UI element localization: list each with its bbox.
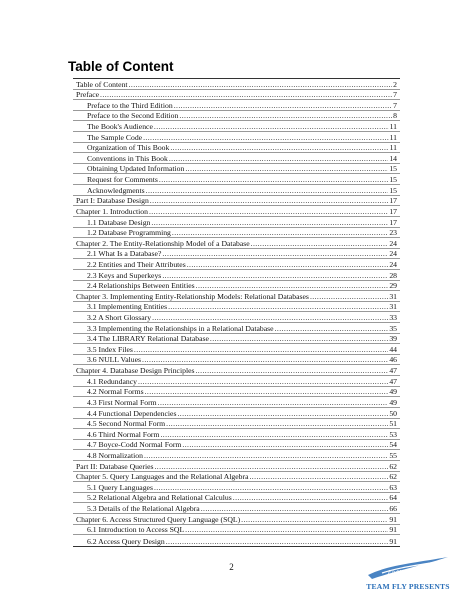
toc-entry-title: 5.1 Query Languages [87, 482, 153, 492]
toc-entry[interactable] [73, 249, 400, 260]
toc-entry-title: 4.5 Second Normal Form [87, 419, 166, 429]
toc-entry-title: Table of Content [76, 79, 128, 89]
toc-entry-page: 66 [389, 503, 397, 513]
toc-entry[interactable] [73, 482, 400, 493]
toc-entry-title: The Book's Audience [87, 122, 153, 132]
toc-entry-title: Chapter 4. Database Design Principles [76, 366, 195, 376]
toc-entry-title: 3.6 NULL Values [87, 355, 142, 365]
toc-leader-dots [154, 462, 388, 471]
toc-entry-title: 4.1 Redundancy [87, 376, 137, 386]
toc-entry-title: 3.5 Index Files [87, 344, 133, 354]
toc-leader-dots [159, 175, 388, 184]
toc-entry-title: 3.1 Implementing Entities [87, 302, 168, 312]
toc-entry-title: 4.8 Normalization [87, 450, 143, 460]
toc-entry-page: 15 [389, 164, 397, 174]
toc-entry[interactable] [73, 153, 400, 164]
toc-entry[interactable] [73, 121, 400, 132]
toc-entry-title: 6.1 Introduction to Access SQL [87, 525, 185, 535]
toc-entry[interactable] [73, 535, 400, 546]
toc-leader-dots [162, 271, 388, 280]
toc-entry[interactable] [73, 228, 400, 239]
toc-entry-page: 49 [389, 387, 397, 397]
toc-entry-title: Chapter 6. Access Structured Query Language (SQL) [76, 514, 241, 524]
toc-entry-title: Organization of This Book [87, 143, 170, 153]
toc-leader-dots [179, 111, 392, 120]
toc-entry-page: 50 [389, 408, 397, 418]
toc-entry[interactable] [73, 259, 400, 270]
toc-entry[interactable] [73, 376, 400, 387]
toc-entry-title: Chapter 5. Query Languages and the Relational Algebra [76, 472, 249, 482]
toc-entry-title: Preface [76, 90, 100, 100]
toc-entry-page: 62 [389, 461, 397, 471]
toc-entry-page: 7 [393, 100, 397, 110]
toc-entry-page: 17 [389, 206, 397, 216]
toc-leader-dots [162, 249, 388, 258]
toc-entry[interactable] [73, 291, 400, 302]
toc-entry-title: 1.2 Database Programming [87, 228, 171, 238]
toc-leader-dots [154, 122, 389, 131]
team-fly-logo [362, 551, 454, 595]
toc-entry-title: Obtaining Updated Information [87, 164, 185, 174]
toc-leader-dots [160, 430, 388, 439]
toc-entry[interactable] [73, 302, 400, 313]
toc-entry[interactable] [73, 429, 400, 440]
toc-entry[interactable] [73, 503, 400, 514]
toc-entry[interactable] [73, 387, 400, 398]
toc-entry-title: 3.3 Implementing the Relationships in a Relational Database [87, 323, 274, 333]
toc-entry[interactable] [73, 472, 400, 483]
toc-entry-page: 15 [389, 175, 397, 185]
toc-entry-page: 44 [389, 344, 397, 354]
toc-entry[interactable] [73, 185, 400, 196]
toc-entry[interactable] [73, 143, 400, 154]
toc-leader-dots [185, 525, 388, 534]
toc-leader-dots [166, 419, 388, 428]
toc-leader-dots [210, 334, 388, 343]
toc-leader-dots [310, 292, 388, 301]
toc-leader-dots [233, 493, 389, 502]
toc-entry[interactable] [73, 164, 400, 175]
toc-leader-dots [146, 186, 389, 195]
logo-script-text: FlyHeart.com [387, 569, 425, 576]
toc-entry[interactable] [73, 493, 400, 504]
toc-entry-page: 28 [389, 270, 397, 280]
toc-entry-title: 5.3 Details of the Relational Algebra [87, 503, 200, 513]
toc-entry-page: 91 [389, 514, 397, 524]
toc-entry-page: 11 [389, 143, 397, 153]
toc-entry[interactable] [73, 312, 400, 323]
toc-entry[interactable] [73, 79, 400, 90]
toc-leader-dots [185, 164, 388, 173]
toc-leader-dots [195, 366, 388, 375]
toc-entry-page: 46 [389, 355, 397, 365]
toc-leader-dots [177, 409, 388, 418]
toc-entry-title: 2.3 Keys and Superkeys [87, 270, 162, 280]
toc-entry-page: 31 [389, 291, 397, 301]
toc-entry[interactable] [73, 525, 400, 536]
toc-entry[interactable] [73, 281, 400, 292]
toc-entry-title: 4.3 First Normal Form [87, 397, 157, 407]
toc-entry-page: 31 [389, 302, 397, 312]
toc-title: Table of Content [68, 59, 174, 74]
toc-entry-title: Chapter 2. The Entity-Relationship Model of a Database [76, 238, 250, 248]
toc-leader-dots [158, 398, 389, 407]
toc-entry-page: 8 [393, 111, 397, 121]
toc-leader-dots [142, 355, 388, 364]
toc-leader-dots [249, 472, 388, 481]
toc-entry-page: 24 [389, 249, 397, 259]
toc-entry[interactable] [73, 132, 400, 143]
toc-entry-title: Request for Comments [87, 175, 158, 185]
toc-list [73, 78, 400, 547]
toc-leader-dots [201, 504, 389, 513]
toc-leader-dots [174, 101, 392, 110]
toc-leader-dots [149, 207, 388, 216]
logo-caption: TEAM FLY PRESENTS [366, 582, 450, 591]
toc-entry[interactable] [73, 514, 400, 525]
toc-entry-page: 2 [393, 79, 397, 89]
toc-entry-title: Chapter 3. Implementing Entity-Relationship Models: Relational Databases [76, 291, 309, 301]
toc-entry[interactable] [73, 440, 400, 451]
toc-entry[interactable] [73, 196, 400, 207]
toc-entry[interactable] [73, 217, 400, 228]
toc-leader-dots [196, 281, 389, 290]
toc-entry-page: 91 [389, 536, 397, 546]
toc-entry[interactable] [73, 206, 400, 217]
toc-entry-page: 53 [389, 429, 397, 439]
toc-leader-dots [187, 260, 389, 269]
toc-leader-dots [172, 228, 388, 237]
toc-entry[interactable] [73, 450, 400, 461]
toc-entry-page: 35 [389, 323, 397, 333]
toc-leader-dots [182, 440, 388, 449]
toc-entry-page: 47 [389, 366, 397, 376]
toc-leader-dots [241, 515, 388, 524]
toc-entry[interactable] [73, 397, 400, 408]
toc-entry[interactable] [73, 461, 400, 472]
toc-entry-title: 4.6 Third Normal Form [87, 429, 160, 439]
toc-leader-dots [100, 90, 392, 99]
toc-leader-dots [251, 239, 389, 248]
toc-entry-title: 3.4 The LIBRARY Relational Database [87, 334, 209, 344]
toc-entry-title: 6.2 Access Query Design [87, 536, 165, 546]
toc-entry-page: 47 [389, 376, 397, 386]
toc-entry-page: 7 [393, 90, 397, 100]
toc-leader-dots [168, 302, 388, 311]
toc-entry[interactable] [73, 355, 400, 366]
toc-leader-dots [169, 154, 389, 163]
toc-entry-page: 23 [389, 228, 397, 238]
toc-entry[interactable] [73, 323, 400, 334]
toc-leader-dots [145, 387, 389, 396]
toc-entry-page: 64 [389, 493, 397, 503]
toc-entry[interactable] [73, 174, 400, 185]
toc-entry-title: Preface to the Third Edition [87, 100, 173, 110]
toc-entry-page: 15 [389, 185, 397, 195]
toc-entry[interactable] [73, 365, 400, 376]
toc-entry-page: 91 [389, 525, 397, 535]
toc-entry-title: 2.2 Entities and Their Attributes [87, 259, 186, 269]
toc-entry[interactable] [73, 344, 400, 355]
toc-leader-dots [275, 324, 389, 333]
toc-entry-page: 51 [389, 419, 397, 429]
toc-entry-title: Preface to the Second Edition [87, 111, 179, 121]
toc-entry-title: Part II: Database Queries [76, 461, 154, 471]
toc-entry-title: Conventions in This Book [87, 153, 168, 163]
toc-leader-dots [144, 451, 388, 460]
bird-logo-icon [362, 551, 454, 583]
toc-entry-title: 4.2 Normal Forms [87, 387, 144, 397]
toc-entry[interactable] [73, 238, 400, 249]
toc-entry-title: 4.7 Boyce-Codd Normal Form [87, 440, 182, 450]
toc-entry-page: 62 [389, 472, 397, 482]
page-number: 2 [229, 562, 234, 572]
toc-entry-page: 11 [389, 122, 397, 132]
toc-entry-title: 3.2 A Short Glossary [87, 313, 152, 323]
toc-leader-dots [152, 313, 388, 322]
toc-entry-page: 24 [389, 259, 397, 269]
toc-entry[interactable] [73, 270, 400, 281]
toc-entry-title: 4.4 Functional Dependencies [87, 408, 177, 418]
toc-entry[interactable] [73, 419, 400, 430]
toc-entry-title: The Sample Code [87, 132, 143, 142]
toc-entry-title: 5.2 Relational Algebra and Relational Calculus [87, 493, 232, 503]
toc-entry-page: 17 [389, 217, 397, 227]
toc-leader-dots [166, 537, 389, 546]
toc-entry-page: 29 [389, 281, 397, 291]
toc-leader-dots [129, 80, 393, 89]
toc-entry-title: Acknowledgments [87, 185, 145, 195]
toc-entry-page: 54 [389, 440, 397, 450]
toc-entry-title: Chapter 1. Introduction [76, 206, 148, 216]
toc-entry[interactable] [73, 408, 400, 419]
toc-entry-page: 39 [389, 334, 397, 344]
toc-leader-dots [151, 218, 388, 227]
toc-leader-dots [150, 196, 389, 205]
toc-entry-page: 63 [389, 482, 397, 492]
toc-entry[interactable] [73, 111, 400, 122]
toc-entry[interactable] [73, 90, 400, 101]
toc-entry-page: 49 [389, 397, 397, 407]
toc-entry[interactable] [73, 334, 400, 345]
toc-entry-page: 14 [389, 153, 397, 163]
toc-entry-page: 55 [389, 450, 397, 460]
toc-leader-dots [134, 345, 388, 354]
toc-entry-page: 11 [389, 132, 397, 142]
toc-entry-title: Part I: Database Design [76, 196, 149, 206]
toc-entry-title: 2.4 Relationships Between Entities [87, 281, 195, 291]
toc-entry-page: 17 [389, 196, 397, 206]
toc-leader-dots [170, 143, 388, 152]
toc-entry-title: 1.1 Database Design [87, 217, 151, 227]
toc-leader-dots [154, 483, 388, 492]
toc-entry-page: 33 [389, 313, 397, 323]
toc-entry[interactable] [73, 100, 400, 111]
toc-entry-page: 24 [389, 238, 397, 248]
toc-leader-dots [138, 377, 388, 386]
toc-leader-dots [143, 133, 389, 142]
toc-entry-title: 2.1 What Is a Database? [87, 249, 162, 259]
